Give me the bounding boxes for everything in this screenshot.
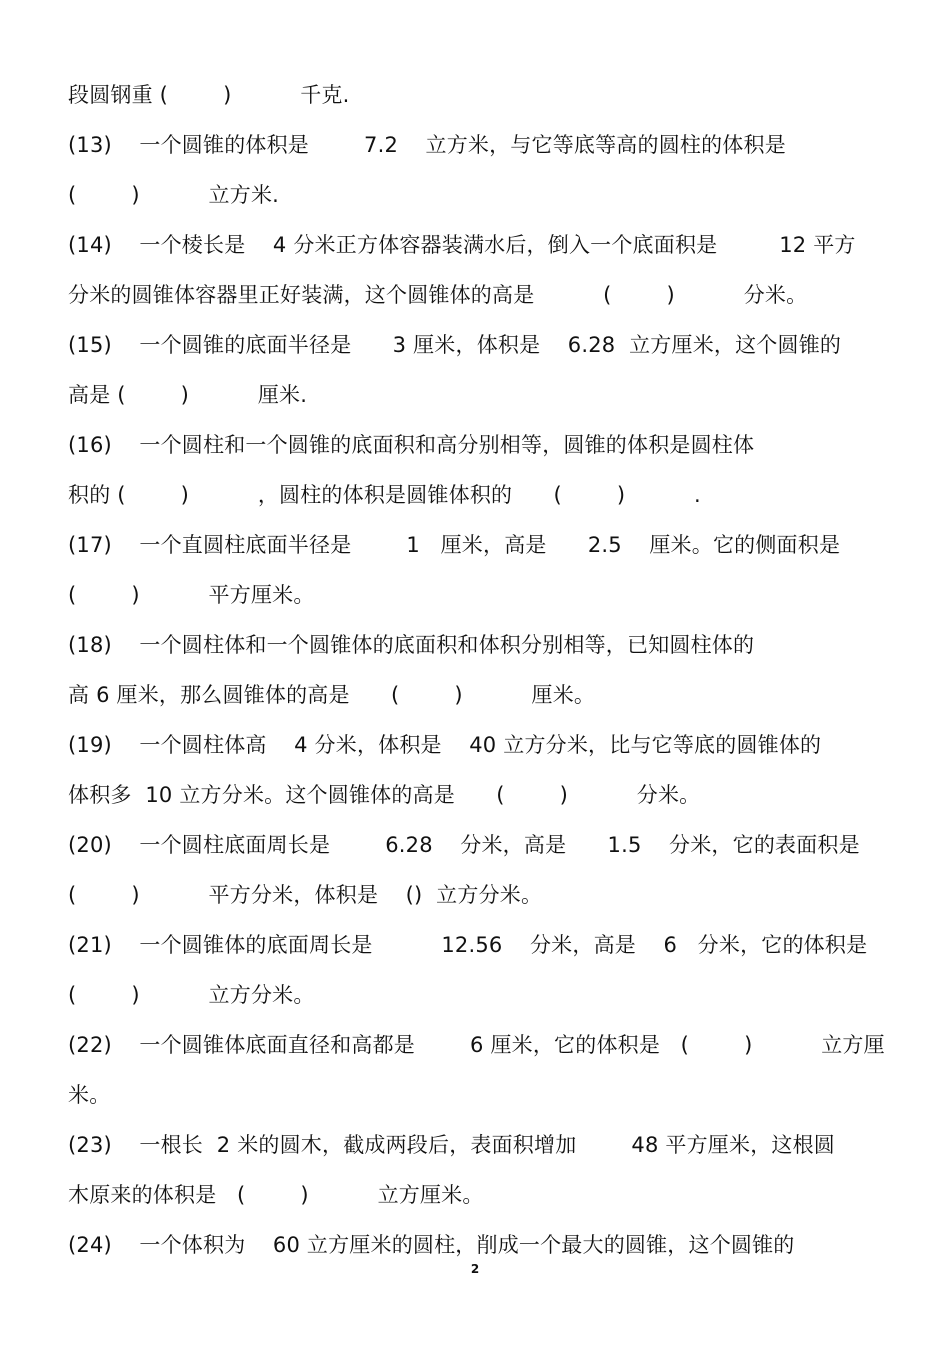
text-line: (21) 一个圆锥体的底面周长是 12.56 分米，高是 6 分米，它的体积是: [68, 933, 868, 957]
text-line: 高 6 厘米，那么圆锥体的高是 ( ) 厘米。: [68, 683, 596, 707]
text-line: 积的 ( ) ，圆柱的体积是圆锥体积的 ( ) .: [68, 483, 701, 507]
text-line: 体积多 10 立方分米。这个圆锥体的高是 ( ) 分米。: [68, 783, 701, 807]
page-number: 2: [470, 1262, 480, 1276]
text-line: ( ) 平方分米，体积是 () 立方分米。: [68, 883, 543, 907]
text-line: (20) 一个圆柱底面周长是 6.28 分米，高是 1.5 分米，它的表面积是: [68, 833, 860, 857]
text-line: (16) 一个圆柱和一个圆锥的底面积和高分别相等，圆锥的体积是圆柱体: [68, 433, 755, 457]
text-line: (23) 一根长 2 米的圆木，截成两段后，表面积增加 48 平方厘米，这根圆: [68, 1133, 835, 1157]
text-line: (24) 一个体积为 60 立方厘米的圆柱，削成一个最大的圆锥，这个圆锥的: [68, 1233, 795, 1257]
text-line: 段圆钢重 ( ) 千克.: [68, 83, 350, 107]
text-line: (18) 一个圆柱体和一个圆锥体的底面积和体积分别相等，已知圆柱体的: [68, 633, 755, 657]
text-line: 木原来的体积是 ( ) 立方厘米。: [68, 1183, 484, 1207]
text-line: (14) 一个棱长是 4 分米正方体容器装满水后，倒入一个底面积是 12 平方: [68, 233, 856, 257]
text-line: 米。: [68, 1083, 111, 1107]
text-line: 高是 ( ) 厘米.: [68, 383, 308, 407]
text-line: ( ) 立方米.: [68, 183, 280, 207]
text-line: (17) 一个直圆柱底面半径是 1 厘米，高是 2.5 厘米。它的侧面积是: [68, 533, 841, 557]
text-line: 分米的圆锥体容器里正好装满，这个圆锥体的高是 ( ) 分米。: [68, 283, 808, 307]
text-line: ( ) 立方分米。: [68, 983, 315, 1007]
text-line: (15) 一个圆锥的底面半径是 3 厘米，体积是 6.28 立方厘米，这个圆锥的: [68, 333, 842, 357]
text-line: (19) 一个圆柱体高 4 分米，体积是 40 立方分米，比与它等底的圆锥体的: [68, 733, 822, 757]
text-line: ( ) 平方厘米。: [68, 583, 315, 607]
text-line: (13) 一个圆锥的体积是 7.2 立方米，与它等底等高的圆柱的体积是: [68, 133, 786, 157]
text-line: (22) 一个圆锥体底面直径和高都是 6 厘米，它的体积是 ( ) 立方厘: [68, 1033, 885, 1057]
